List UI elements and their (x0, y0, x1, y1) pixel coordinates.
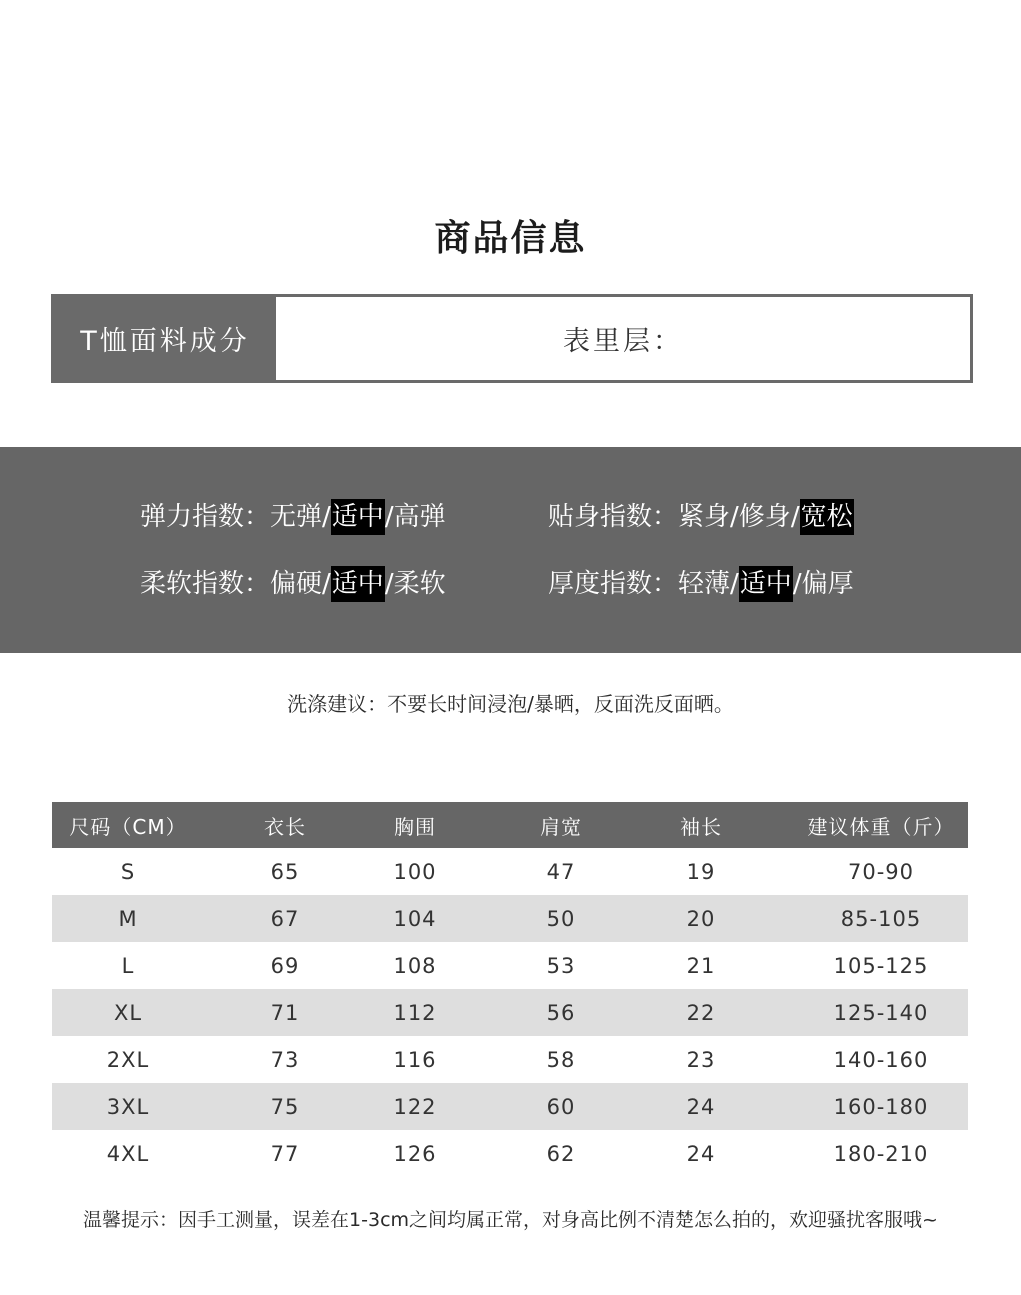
table-cell: 56 (546, 1000, 576, 1025)
table-row (52, 1083, 968, 1130)
index-label: 弹力指数： (140, 502, 271, 532)
table-row (52, 1036, 968, 1083)
table-cell: 70-90 (847, 859, 915, 884)
table-cell: 20 (686, 906, 716, 931)
index-option: 适中 (331, 499, 385, 535)
table-cell: 22 (686, 1000, 716, 1025)
table-cell: 58 (546, 1047, 576, 1072)
separator: / (790, 502, 800, 532)
fabric-composition-box (51, 294, 973, 383)
table-cell: 77 (270, 1141, 300, 1166)
index-option: 适中 (739, 566, 793, 602)
header-cell: 尺码（CM） (69, 814, 187, 839)
table-cell: 21 (686, 953, 716, 978)
separator: / (730, 569, 739, 599)
header-cell: 胸围 (394, 814, 436, 839)
measurement-tip: 温馨提示：因手工测量，误差在1-3cm之间均属正常，对身高比例不清楚怎么拍的，欢迎骚扰客服哦~ (83, 1209, 938, 1231)
table-cell: 24 (686, 1094, 716, 1119)
table-cell: 3XL (106, 1094, 150, 1119)
table-cell: 112 (393, 1000, 437, 1025)
index-option: 适中 (331, 566, 385, 602)
softness-index (140, 566, 446, 602)
index-option: 无弹 (270, 502, 323, 532)
index-option: 高弹 (393, 502, 446, 532)
fabric-value: 表里层： (563, 326, 683, 357)
table-cell: 67 (270, 906, 300, 931)
table-cell: 60 (546, 1094, 576, 1119)
table-cell: S (120, 859, 136, 884)
table-row (52, 848, 968, 895)
table-cell: 19 (686, 859, 716, 884)
separator: / (384, 569, 394, 599)
header-cell: 肩宽 (540, 814, 582, 839)
fabric-label: T恤面料成分 (54, 297, 276, 380)
table-cell: 73 (270, 1047, 300, 1072)
index-label: 厚度指数： (548, 569, 679, 599)
table-cell: 2XL (106, 1047, 150, 1072)
size-table (52, 802, 968, 1177)
table-cell: 116 (393, 1047, 437, 1072)
table-cell: 122 (393, 1094, 437, 1119)
table-cell: 53 (546, 953, 576, 978)
index-option: 修身 (738, 502, 791, 532)
table-cell: 69 (270, 953, 300, 978)
table-header-row (52, 802, 968, 848)
table-cell: 160-180 (833, 1094, 929, 1119)
table-cell: 4XL (106, 1141, 150, 1166)
table-cell: 105-125 (833, 953, 929, 978)
table-cell: 50 (546, 906, 576, 931)
index-option: 偏硬 (270, 569, 323, 599)
table-cell: 47 (546, 859, 576, 884)
separator: / (322, 502, 331, 532)
table-row (52, 942, 968, 989)
table-cell: 126 (393, 1141, 437, 1166)
table-cell: M (118, 906, 138, 931)
separator: / (384, 502, 394, 532)
table-cell: L (121, 953, 135, 978)
header-cell: 衣长 (264, 814, 306, 839)
index-label: 贴身指数： (548, 502, 679, 532)
separator: / (322, 569, 331, 599)
table-cell: 75 (270, 1094, 300, 1119)
index-option: 偏厚 (801, 569, 854, 599)
table-cell: 108 (393, 953, 437, 978)
table-cell: 104 (393, 906, 437, 931)
table-row (52, 895, 968, 942)
header-cell: 袖长 (680, 814, 722, 839)
elasticity-index (140, 499, 446, 535)
index-label: 柔软指数： (140, 569, 271, 599)
index-band (0, 447, 1021, 653)
table-cell: 65 (270, 859, 300, 884)
index-option: 柔软 (393, 569, 446, 599)
table-cell: 125-140 (833, 1000, 929, 1025)
table-cell: XL (113, 1000, 143, 1025)
header-cell: 建议体重（斤） (807, 814, 955, 839)
index-option: 紧身 (678, 502, 731, 532)
table-row (52, 989, 968, 1036)
table-cell: 62 (546, 1141, 576, 1166)
separator: / (792, 569, 802, 599)
table-cell: 23 (686, 1047, 716, 1072)
page-title: 商品信息 (434, 218, 587, 259)
table-cell: 180-210 (833, 1141, 929, 1166)
index-option: 宽松 (800, 499, 854, 535)
wash-advice: 洗涤建议：不要长时间浸泡/暴晒，反面洗反面晒。 (287, 692, 734, 716)
table-cell: 85-105 (840, 906, 922, 931)
table-cell: 140-160 (833, 1047, 929, 1072)
fit-index (548, 499, 854, 535)
table-cell: 100 (393, 859, 437, 884)
index-option: 轻薄 (678, 569, 731, 599)
thickness-index (548, 566, 854, 602)
separator: / (730, 502, 739, 532)
table-row (52, 1130, 968, 1177)
table-cell: 71 (270, 1000, 300, 1025)
table-cell: 24 (686, 1141, 716, 1166)
